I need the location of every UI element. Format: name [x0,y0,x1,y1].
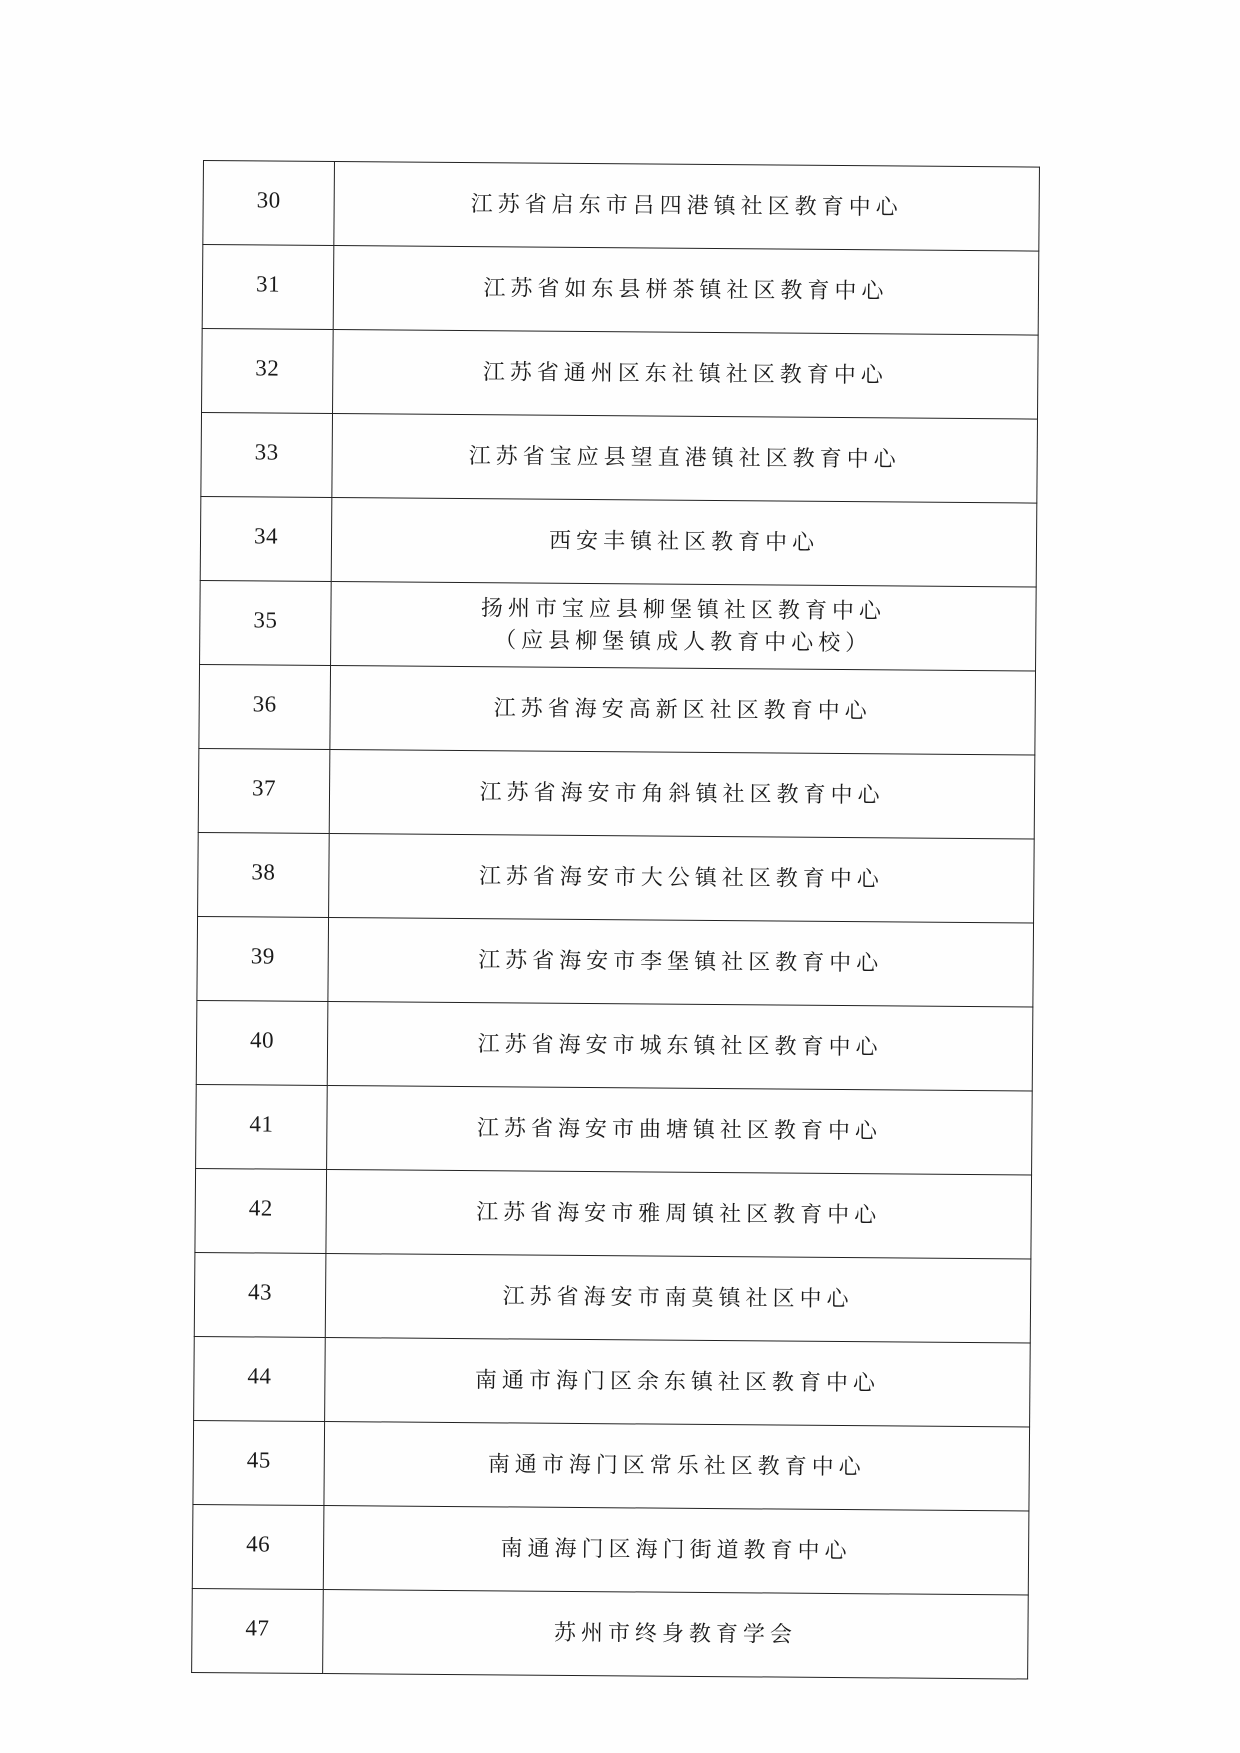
row-number: 38 [198,832,330,917]
institution-name: 江苏省启东市吕四港镇社区教育中心 [470,191,903,220]
table-row [200,496,1037,587]
institution-name-cell [332,414,1038,504]
institution-name-cell [331,498,1037,588]
institution-name: 江苏省海安市大公镇社区教育中心 [478,863,884,892]
institution-name: 江苏省通州区东社镇社区教育中心 [482,359,888,388]
row-number: 34 [200,496,332,581]
institution-name-cell [334,162,1040,252]
institution-name-cell [331,582,1037,672]
table-row [198,832,1035,923]
row-number: 33 [201,412,333,497]
row-number: 41 [196,1084,328,1169]
table-row [196,1000,1033,1091]
row-number: 32 [202,328,334,413]
table-row [197,916,1034,1007]
institution-name: 苏州市终身教育学会 [553,1620,798,1648]
row-number: 36 [199,664,331,749]
institution-name-cell [333,246,1039,336]
institution-name-cell [329,750,1035,840]
institution-name-cell [330,666,1036,756]
institution-name: 江苏省海安市曲塘镇社区教育中心 [476,1115,882,1144]
institution-name: 江苏省海安市雅周镇社区教育中心 [476,1199,882,1228]
row-number: 37 [198,748,330,833]
table-row [193,1420,1030,1511]
institution-name: 江苏省宝应县望直港镇社区教育中心 [468,443,901,472]
row-number: 44 [194,1336,326,1421]
institution-name: 西安丰镇社区教育中心 [548,528,820,556]
row-number: 47 [192,1588,324,1673]
institution-name-cell [324,1421,1030,1511]
institution-name: 江苏省海安市南莫镇社区中心 [502,1283,854,1312]
table-row [196,1084,1033,1175]
institution-name: 扬州市宝应县柳堡镇社区教育中心 [480,595,887,624]
institution-name-cell [327,1002,1033,1092]
institution-name: 南通市海门区常乐社区教育中心 [487,1451,866,1480]
institution-name-cell [329,834,1035,924]
table-row [195,1168,1032,1259]
table-row [199,664,1036,755]
row-number: 31 [202,245,334,330]
table-row [201,412,1038,503]
institution-name-cell [326,1170,1032,1260]
institution-name: 江苏省海安市李堡镇社区教育中心 [478,947,884,976]
row-number: 30 [203,161,335,246]
institution-name: 江苏省海安市城东镇社区教育中心 [477,1031,883,1060]
institution-name-cell [325,1337,1031,1427]
table-row [194,1252,1031,1343]
table-row [198,748,1035,839]
table-row [194,1336,1031,1427]
row-number: 42 [195,1168,327,1253]
institution-name-cell [327,1086,1033,1176]
row-number: 43 [194,1252,326,1337]
institution-name: （应县柳堡镇成人教育中心校） [494,627,873,656]
institution-name-cell [328,918,1034,1008]
institution-name-cell [323,1589,1029,1679]
row-number: 46 [192,1504,324,1589]
institution-name: 南通海门区海门街道教育中心 [500,1535,852,1564]
table-row [200,580,1037,671]
row-number: 39 [197,916,329,1001]
table-body [192,161,1040,1680]
row-number: 35 [200,580,332,665]
institution-name: 南通市海门区余东镇社区教育中心 [474,1367,881,1396]
table-row [202,245,1039,336]
institution-table [191,160,1040,1680]
table-row [202,328,1039,419]
institution-name-cell [333,330,1039,420]
row-number: 40 [196,1000,328,1085]
institution-name: 江苏省如东县栟茶镇社区教育中心 [483,275,889,304]
institution-name-cell [325,1253,1031,1343]
table-row [192,1588,1029,1679]
table-row [192,1504,1029,1595]
institution-name: 江苏省海安市角斜镇社区教育中心 [479,779,885,808]
row-number: 45 [193,1420,325,1505]
table-row [203,161,1040,252]
institution-name-cell [323,1505,1029,1595]
institution-name: 江苏省海安高新区社区教育中心 [493,695,872,724]
